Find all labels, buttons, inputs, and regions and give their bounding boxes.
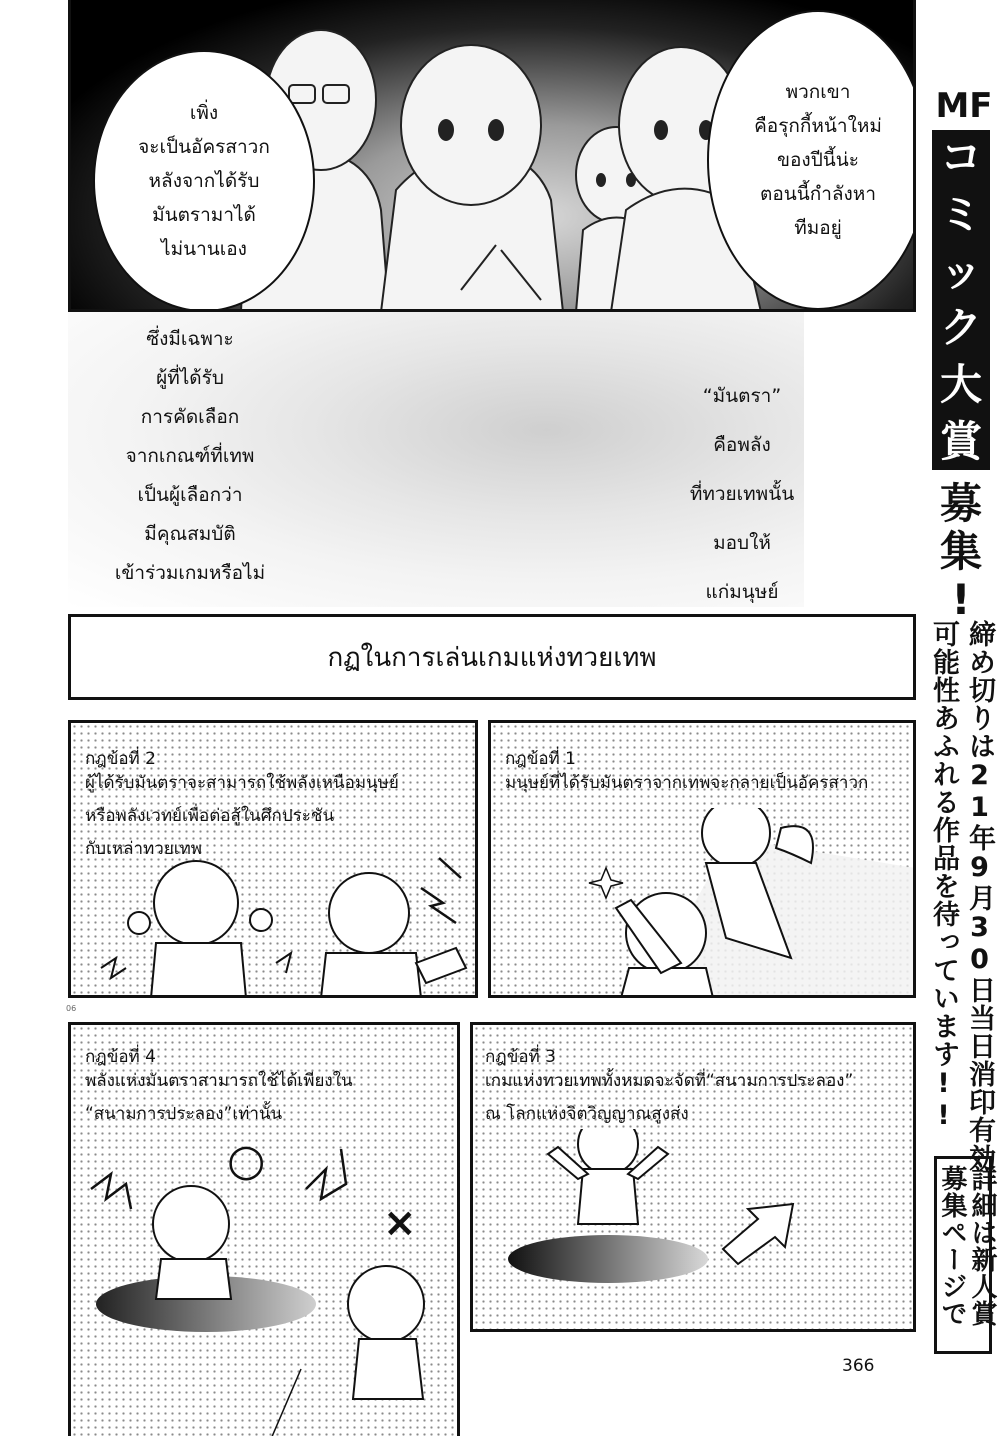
- rule-2-line-1: ผู้ได้รับมันตราจะสามารถใช้พลังเหนือมนุษย์: [85, 773, 399, 793]
- narration-left-line-6: มีคุณสมบัติ: [144, 523, 236, 545]
- banner-char-4: ク: [939, 303, 982, 353]
- cross-mark: ×: [383, 1200, 417, 1246]
- mf-comic-award-banner: [920, 0, 1000, 1436]
- banner-award-name-box: [932, 130, 990, 470]
- rule-3-line-1: เกมแห่งทวยเทพทั้งหมดจะจัดที่“สนามการประลอง”: [485, 1071, 854, 1091]
- banner-char-2: ミ: [939, 189, 982, 239]
- banner-char-6: 賞: [939, 416, 982, 466]
- page-number: 366: [842, 1356, 875, 1376]
- rule-2-panel: [68, 720, 478, 998]
- rule-1-panel: [488, 720, 916, 998]
- bubble-left-line-2: จะเป็นอัครสาวก: [138, 136, 270, 158]
- narration-right-line-4: มอบให้: [713, 532, 771, 554]
- rule-1-label: กฎข้อที่ 1: [505, 749, 576, 769]
- bubble-right-line-5: ทีมอยู่: [794, 217, 842, 239]
- banner-detail-text-2: 募集ページで: [937, 1165, 967, 1327]
- narration-left-line-4: จากเกณฑ์ที่เทพ: [125, 445, 255, 467]
- narration-right-line-5: แก่มนุษย์: [705, 581, 779, 603]
- bubble-left-line-3: หลังจากได้รับ: [148, 170, 260, 192]
- narration-left: [70, 320, 310, 593]
- narration-right-line-1: “มันตรา”: [702, 385, 782, 407]
- rule-3-label: กฎข้อที่ 3: [485, 1047, 556, 1067]
- rule-2-label: กฎข้อที่ 2: [85, 749, 156, 769]
- bubble-left-line-1: เพิ่ง: [189, 102, 219, 124]
- banner-detail-box: [934, 1156, 997, 1354]
- narration-right: [642, 372, 842, 617]
- rule-2-line-2: หรือพลังเวทย์เพื่อต่อสู้ในศึกประชัน: [85, 806, 335, 826]
- rule-3-text: [485, 1065, 853, 1131]
- speech-bubble-right: [707, 10, 916, 310]
- rule-3-illustration: [473, 1129, 913, 1332]
- bubble-right-line-1: พวกเขา: [785, 81, 851, 103]
- banner-char-3: ッ: [939, 246, 982, 296]
- narration-right-line-3: ที่ทวยเทพนั้น: [689, 483, 795, 505]
- rule-4-line-1: พลังแห่งมันตราสามารถใช้ได้เพียงใน: [85, 1071, 353, 1091]
- banner-char-1: コ: [939, 133, 982, 183]
- banner-boshu: [932, 480, 990, 624]
- banner-boshu-3: !: [951, 575, 971, 624]
- bubble-right-line-4: ตอนนี้กำลังหา: [759, 183, 876, 205]
- banner-detail-text-1: 詳細は新人賞: [967, 1165, 997, 1327]
- banner-boshu-1: 募: [939, 479, 982, 528]
- narration-left-line-2: ผู้ที่ได้รับ: [156, 367, 224, 389]
- rule-4-panel: [68, 1022, 460, 1436]
- narration-left-line-1: ซึ่งมีเฉพาะ: [146, 328, 234, 350]
- rule-2-line-3: กับเหล่าทวยเทพ: [85, 839, 202, 859]
- rule-4-text: [85, 1065, 353, 1131]
- rule-2-illustration: [71, 848, 475, 998]
- bubble-left-line-4: มันตรามาได้: [152, 204, 256, 226]
- rule-4-label: กฎข้อที่ 4: [85, 1047, 156, 1067]
- banner-boshu-2: 集: [939, 527, 982, 576]
- rule-1-text: [505, 767, 868, 800]
- speech-bubble-left: [93, 50, 315, 312]
- narration-right-line-2: คือพลัง: [713, 434, 771, 456]
- circle-mark: ○: [227, 1135, 266, 1186]
- narration-left-line-7: เข้าร่วมเกมหรือไม่: [114, 562, 266, 584]
- rules-title: กฏในการเล่นเกมแห่งทวยเทพ: [327, 642, 657, 673]
- rule-3-panel: [470, 1022, 916, 1332]
- banner-char-5: 大: [939, 359, 982, 409]
- top-illustration-panel: [68, 0, 916, 312]
- rule-3-line-2: ณ โลกแห่งจิตวิญญาณสูงส่ง: [485, 1104, 689, 1124]
- rule-1-line-1: มนุษย์ที่ได้รับมันตราจากเทพจะกลายเป็นอัครสาวก: [505, 773, 869, 793]
- narration-left-line-5: เป็นผู้เลือกว่า: [137, 484, 243, 506]
- rule-4-line-2: “สนามการประลอง”เท่านั้น: [85, 1104, 283, 1124]
- bubble-right-line-3: ของปีนี้น่ะ: [777, 149, 859, 171]
- rules-title-box: [68, 614, 916, 700]
- rule-1-illustration: [491, 808, 915, 998]
- gutter-page-mark: 06: [66, 1004, 77, 1013]
- banner-mf-logo: MF: [935, 86, 993, 126]
- narration-left-line-3: การคัดเลือก: [140, 406, 240, 428]
- bubble-left-line-5: ไม่นานเอง: [161, 238, 247, 260]
- banner-deadline-text: 締め切りは21年9月30日当日消印有効: [964, 620, 995, 1172]
- bubble-right-line-2: คือรุกกี้หน้าใหม่: [754, 115, 882, 137]
- banner-waiting-text: 可能性あふれる作品を待っています!!: [928, 620, 959, 1132]
